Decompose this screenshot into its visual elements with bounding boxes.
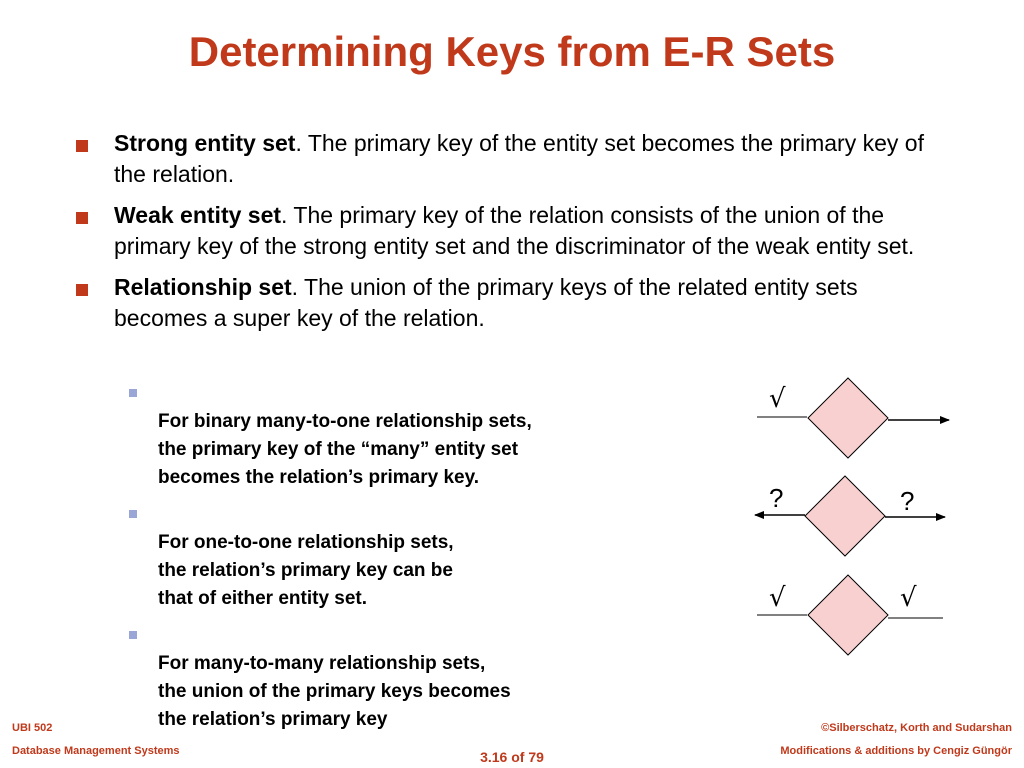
check-mark-left: √ (769, 583, 786, 613)
footer-modifications: Modifications & additions by Cengiz Güngör (780, 745, 1012, 757)
bullet-list (72, 128, 932, 344)
relationship-diamond (808, 575, 888, 655)
bullet-relationship (72, 272, 932, 334)
check-mark: √ (769, 384, 786, 414)
subbullet-text: For one-to-one relationship sets, the relation’s primary key can be that of either entity set. (158, 532, 454, 609)
square-bullet-icon (76, 140, 88, 152)
subbullet-many-to-one (126, 380, 686, 492)
small-square-bullet-icon (129, 510, 137, 518)
page-number: 3.16 of 79 (480, 749, 544, 765)
check-mark-right: √ (900, 583, 917, 613)
bullet-weak-entity (72, 200, 932, 262)
relationship-diamond (805, 476, 885, 556)
footer-course: UBI 502 (12, 722, 53, 734)
bullet-term: Relationship set (114, 274, 292, 300)
small-square-bullet-icon (129, 631, 137, 639)
bullet-text: . The primary key of the relation consists of the union of the primary key of the strong entity set and the discriminator of the weak entity set. (114, 202, 915, 259)
footer-copyright: ©Silberschatz, Korth and Sudarshan (821, 722, 1012, 734)
question-mark-right: ? (900, 486, 915, 516)
many-to-one-diagram (757, 378, 949, 458)
bullet-term: Strong entity set (114, 130, 296, 156)
footer-course-name: Database Management Systems (12, 745, 180, 757)
subbullet-list (126, 380, 686, 743)
bullet-term: Weak entity set (114, 202, 282, 228)
many-to-many-diagram (757, 575, 943, 655)
subbullet-many-to-many (126, 622, 686, 734)
subbullet-text: For binary many-to-one relationship sets, the primary key of the “many” entity set becomes the relation’s primary key. (158, 411, 532, 488)
relationship-diagrams (745, 370, 985, 670)
relationship-diamond (808, 378, 888, 458)
small-square-bullet-icon (129, 389, 137, 397)
bullet-text: . The union of the primary keys of the related entity sets becomes a super key of the relation. (114, 274, 858, 331)
square-bullet-icon (76, 212, 88, 224)
question-mark-left: ? (769, 483, 784, 513)
bullet-text: . The primary key of the entity set becomes the primary key of the relation. (114, 130, 924, 187)
bullet-strong-entity (72, 128, 932, 190)
subbullet-one-to-one (126, 501, 686, 613)
subbullet-text: For many-to-many relationship sets, the union of the primary keys becomes the relation’s primary key (158, 653, 511, 730)
square-bullet-icon (76, 284, 88, 296)
one-to-one-diagram (755, 476, 945, 556)
slide-title: Determining Keys from E-R Sets (188, 28, 836, 75)
